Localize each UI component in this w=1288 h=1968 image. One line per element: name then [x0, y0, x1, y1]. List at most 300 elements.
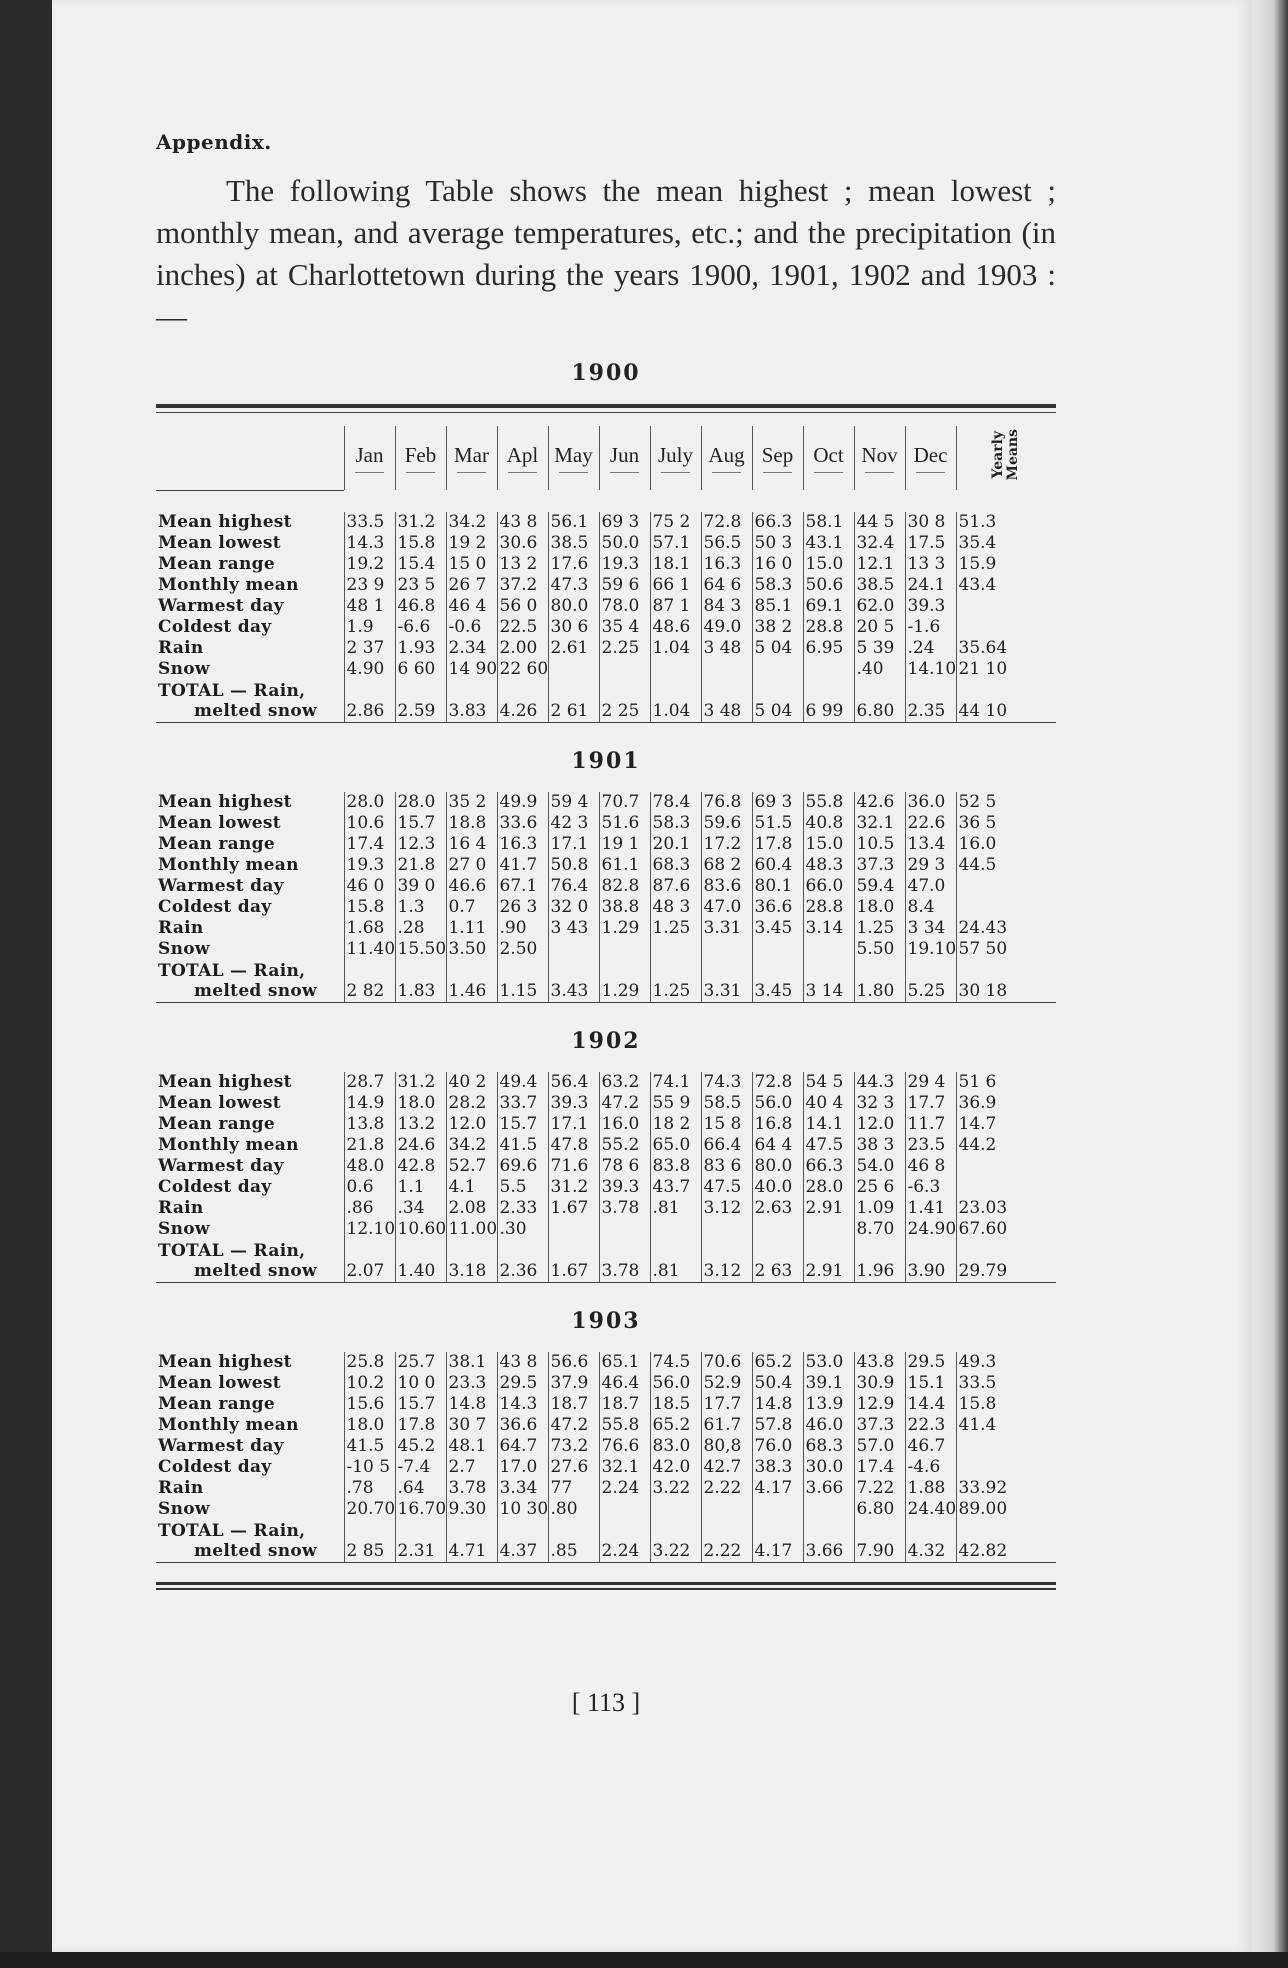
cell-value: 14.4	[905, 1394, 956, 1415]
total-value: 5 04	[752, 680, 803, 723]
cell-value: 2.61	[548, 638, 599, 659]
cell-value: 36.6	[752, 897, 803, 918]
table-row	[156, 638, 1056, 659]
cell-value: 2 37	[344, 638, 395, 659]
cell-value: 56.0	[650, 1373, 701, 1394]
cell-value: 31.2	[548, 1177, 599, 1198]
total-value: 6.80	[854, 680, 905, 723]
cell-value: 18 2	[650, 1114, 701, 1135]
cell-value	[599, 939, 650, 960]
cell-value: 10 30	[497, 1499, 548, 1520]
cell-value: 3.78	[446, 1478, 497, 1499]
table-row	[156, 1352, 1056, 1373]
table-row	[156, 1436, 1056, 1457]
cell-value	[803, 939, 854, 960]
table-row	[156, 1072, 1056, 1093]
cell-value	[956, 596, 1056, 617]
cell-value: 20.1	[650, 834, 701, 855]
row-label: Rain	[158, 1198, 204, 1218]
total-value: 1.46	[446, 960, 497, 1003]
row-label: Warmest day	[158, 1156, 284, 1176]
row-label: Mean range	[158, 1394, 275, 1414]
cell-value: 2.22	[701, 1478, 752, 1499]
table-row	[156, 1135, 1056, 1156]
row-label: Mean range	[158, 834, 275, 854]
row-label: Coldest day	[158, 1457, 272, 1477]
cell-value: 1.09	[854, 1198, 905, 1219]
cell-value: 10.5	[854, 834, 905, 855]
cell-value: 73.2	[548, 1436, 599, 1457]
col-header: Mar	[446, 426, 497, 490]
total-value: 2 85	[344, 1520, 395, 1563]
total-label-line: melted snow	[194, 981, 317, 1001]
cell-value: 38.5	[548, 533, 599, 554]
total-value: 3.90	[905, 1240, 956, 1283]
cell-value: 27 0	[446, 855, 497, 876]
total-value: 1.40	[395, 1240, 446, 1283]
table-row	[156, 575, 1056, 596]
cell-value: 31.2	[395, 512, 446, 533]
cell-value: 49.0	[701, 617, 752, 638]
table-row	[156, 554, 1056, 575]
cell-value: 43.8	[854, 1352, 905, 1373]
cell-value: 13.2	[395, 1114, 446, 1135]
row-label: Rain	[158, 918, 204, 938]
cell-value: 70.7	[599, 792, 650, 813]
cell-value: 17.4	[854, 1457, 905, 1478]
cell-value: 87 1	[650, 596, 701, 617]
cell-value: 51 6	[956, 1072, 1056, 1093]
cell-value: -6.3	[905, 1177, 956, 1198]
cell-value: 1.93	[395, 638, 446, 659]
cell-value: 32 3	[854, 1093, 905, 1114]
total-value: 4.32	[905, 1520, 956, 1563]
cell-value: 5 04	[752, 638, 803, 659]
cell-value: 12.0	[854, 1114, 905, 1135]
cell-value	[599, 1219, 650, 1240]
total-value: 30 18	[956, 960, 1056, 1003]
cell-value: 46.0	[803, 1415, 854, 1436]
total-value: 2 61	[548, 680, 599, 723]
cell-value: 2.00	[497, 638, 548, 659]
cell-value	[701, 659, 752, 680]
total-value: 2.22	[701, 1520, 752, 1563]
cell-value: 3.14	[803, 918, 854, 939]
cell-value: -7.4	[395, 1457, 446, 1478]
cell-value: 58.1	[803, 512, 854, 533]
cell-value: 2.24	[599, 1478, 650, 1499]
cell-value: -6.6	[395, 617, 446, 638]
cell-value: 68.3	[803, 1436, 854, 1457]
cell-value: 21.8	[395, 855, 446, 876]
cell-value: 39.1	[803, 1373, 854, 1394]
cell-value: -4.6	[905, 1457, 956, 1478]
cell-value: 36.9	[956, 1093, 1056, 1114]
row-label: Mean highest	[158, 1352, 292, 1372]
col-header: Sep	[752, 426, 803, 490]
cell-value: 18.0	[395, 1093, 446, 1114]
cell-value: .34	[395, 1198, 446, 1219]
cell-value: 36 5	[956, 813, 1056, 834]
total-value: 4.26	[497, 680, 548, 723]
cell-value: 18.7	[548, 1394, 599, 1415]
cell-value: 28.0	[344, 792, 395, 813]
cell-value: 52 5	[956, 792, 1056, 813]
cell-value: 23 9	[344, 575, 395, 596]
total-value: 2.24	[599, 1520, 650, 1563]
row-label: Monthly mean	[158, 1135, 299, 1155]
cell-value	[701, 1499, 752, 1520]
cell-value: 17.8	[752, 834, 803, 855]
cell-value: 27.6	[548, 1457, 599, 1478]
total-value: 4.37	[497, 1520, 548, 1563]
cell-value: 69 3	[752, 792, 803, 813]
row-label: Mean highest	[158, 512, 292, 532]
cell-value: 61.7	[701, 1415, 752, 1436]
table-bottom-rule	[156, 1582, 1056, 1585]
cell-value: 11.40	[344, 939, 395, 960]
cell-value: 2.34	[446, 638, 497, 659]
total-value: 3 14	[803, 960, 854, 1003]
cell-value: 38 3	[854, 1135, 905, 1156]
cell-value: 47.3	[548, 575, 599, 596]
total-value: 3.78	[599, 1240, 650, 1283]
cell-value: 80,8	[701, 1436, 752, 1457]
cell-value: 15.6	[344, 1394, 395, 1415]
cell-value: 55 9	[650, 1093, 701, 1114]
cell-value: 35.4	[956, 533, 1056, 554]
cell-value: 49.4	[497, 1072, 548, 1093]
total-value: 3.83	[446, 680, 497, 723]
total-value: 42.82	[956, 1520, 1056, 1563]
cell-value: 5.5	[497, 1177, 548, 1198]
cell-value: 3.50	[446, 939, 497, 960]
cell-value: 33.7	[497, 1093, 548, 1114]
total-value: 1.67	[548, 1240, 599, 1283]
cell-value: 41.4	[956, 1415, 1056, 1436]
cell-value: 76.4	[548, 876, 599, 897]
col-header: Oct	[803, 426, 854, 490]
cell-value: 14.10	[905, 659, 956, 680]
cell-value: 46 0	[344, 876, 395, 897]
cell-value	[956, 1457, 1056, 1478]
cell-value: 14.7	[956, 1114, 1056, 1135]
row-label: Mean highest	[158, 1072, 292, 1092]
cell-value: 14.8	[752, 1394, 803, 1415]
cell-value: 23.5	[905, 1135, 956, 1156]
total-label-line: melted snow	[194, 701, 317, 721]
row-label: Coldest day	[158, 1177, 272, 1197]
cell-value: 69.6	[497, 1156, 548, 1177]
row-label: Snow	[158, 1219, 210, 1239]
cell-value: 74.5	[650, 1352, 701, 1373]
total-value: 1.15	[497, 960, 548, 1003]
cell-value	[599, 1499, 650, 1520]
total-value: 44 10	[956, 680, 1056, 723]
cell-value: 78.4	[650, 792, 701, 813]
cell-value: .30	[497, 1219, 548, 1240]
total-value: 5.25	[905, 960, 956, 1003]
cell-value: 38 2	[752, 617, 803, 638]
cell-value: 16 4	[446, 834, 497, 855]
table-row	[156, 596, 1056, 617]
cell-value: 36.0	[905, 792, 956, 813]
table-row	[156, 1373, 1056, 1394]
total-value: 2.31	[395, 1520, 446, 1563]
cell-value: 36.6	[497, 1415, 548, 1436]
cell-value: 76.0	[752, 1436, 803, 1457]
cell-value: 87.6	[650, 876, 701, 897]
total-value: 4.17	[752, 1520, 803, 1563]
cell-value: 47.2	[548, 1415, 599, 1436]
cell-value: 5.50	[854, 939, 905, 960]
cell-value: 22.5	[497, 617, 548, 638]
cell-value: 25.8	[344, 1352, 395, 1373]
total-value: 3.18	[446, 1240, 497, 1283]
table-top-rule	[156, 404, 1056, 408]
cell-value: 11.00	[446, 1219, 497, 1240]
row-label: Mean highest	[158, 792, 292, 812]
total-value: 3 48	[701, 680, 752, 723]
cell-value: 1.25	[854, 918, 905, 939]
cell-value: 41.7	[497, 855, 548, 876]
total-label-line: TOTAL — Rain,	[158, 961, 306, 981]
cell-value: 44.3	[854, 1072, 905, 1093]
cell-value: 58.5	[701, 1093, 752, 1114]
page-edge	[1252, 0, 1288, 1968]
total-value: 3.66	[803, 1520, 854, 1563]
row-label: Warmest day	[158, 1436, 284, 1456]
cell-value: 48.0	[344, 1156, 395, 1177]
cell-value: 16.0	[956, 834, 1056, 855]
cell-value: 59.6	[701, 813, 752, 834]
table-row	[156, 813, 1056, 834]
cell-value: 66 1	[650, 575, 701, 596]
cell-value: 22 60	[497, 659, 548, 680]
cell-value: 59 4	[548, 792, 599, 813]
cell-value: 15.8	[344, 897, 395, 918]
cell-value: 3.34	[497, 1478, 548, 1499]
total-row	[156, 1520, 1056, 1563]
cell-value: 16.70	[395, 1499, 446, 1520]
cell-value: 24.6	[395, 1135, 446, 1156]
cell-value: 40.8	[803, 813, 854, 834]
cell-value: 58.3	[752, 575, 803, 596]
cell-value: 15 0	[446, 554, 497, 575]
cell-value: 15.8	[395, 533, 446, 554]
cell-value: 20 5	[854, 617, 905, 638]
cell-value: 40 4	[803, 1093, 854, 1114]
cell-value: 6.80	[854, 1499, 905, 1520]
row-label: Mean lowest	[158, 813, 281, 833]
cell-value: 64 4	[752, 1135, 803, 1156]
cell-value: 30 7	[446, 1415, 497, 1436]
cell-value: 43.7	[650, 1177, 701, 1198]
cell-value: 18.1	[650, 554, 701, 575]
cell-value: 10.60	[395, 1219, 446, 1240]
cell-value: 30.9	[854, 1373, 905, 1394]
cell-value	[650, 1499, 701, 1520]
table-bottom-rule-2	[156, 1588, 1056, 1590]
cell-value: 16.0	[599, 1114, 650, 1135]
cell-value: 3 48	[701, 638, 752, 659]
cell-value: 34.2	[446, 512, 497, 533]
year-title-1903: 1903	[571, 1308, 641, 1334]
col-header: May	[548, 426, 599, 490]
cell-value: 17.0	[497, 1457, 548, 1478]
cell-value: 15.7	[395, 813, 446, 834]
cell-value: 33.5	[956, 1373, 1056, 1394]
cell-value: 52.7	[446, 1156, 497, 1177]
table-row	[156, 1415, 1056, 1436]
cell-value: 15.7	[497, 1114, 548, 1135]
total-value: 1.25	[650, 960, 701, 1003]
col-header: July	[650, 426, 701, 490]
cell-value	[650, 939, 701, 960]
cell-value: .86	[344, 1198, 395, 1219]
cell-value: 39.3	[548, 1093, 599, 1114]
cell-value: 24.43	[956, 918, 1056, 939]
row-label: Coldest day	[158, 617, 272, 637]
cell-value	[650, 1219, 701, 1240]
cell-value: 83.0	[650, 1436, 701, 1457]
cell-value: 19.2	[344, 554, 395, 575]
cell-value: 67.60	[956, 1219, 1056, 1240]
cell-value: 48.3	[803, 855, 854, 876]
cell-value: 24.40	[905, 1499, 956, 1520]
cell-value: -0.6	[446, 617, 497, 638]
cell-value: 1.11	[446, 918, 497, 939]
col-header: Jan	[344, 426, 395, 490]
row-label: Rain	[158, 1478, 204, 1498]
cell-value: 74.1	[650, 1072, 701, 1093]
cell-value: 62.0	[854, 596, 905, 617]
cell-value: 75 2	[650, 512, 701, 533]
cell-value: 51.6	[599, 813, 650, 834]
cell-value: 43 8	[497, 512, 548, 533]
table-row	[156, 1394, 1056, 1415]
cell-value: 80.0	[752, 1156, 803, 1177]
cell-value	[548, 1219, 599, 1240]
cell-value	[956, 1177, 1056, 1198]
cell-value: 19.3	[599, 554, 650, 575]
row-label: Warmest day	[158, 596, 284, 616]
cell-value: 15.1	[905, 1373, 956, 1394]
total-label	[156, 1520, 344, 1563]
cell-value: 41.5	[497, 1135, 548, 1156]
cell-value: 15.0	[803, 834, 854, 855]
cell-value: 28.2	[446, 1093, 497, 1114]
cell-value: 66.0	[803, 876, 854, 897]
cell-value: 2.63	[752, 1198, 803, 1219]
total-value: 1.96	[854, 1240, 905, 1283]
cell-value: 25 6	[854, 1177, 905, 1198]
cell-value: 42.8	[395, 1156, 446, 1177]
cell-value: 23.3	[446, 1373, 497, 1394]
cell-value: 70.6	[701, 1352, 752, 1373]
cell-value: 39.3	[905, 596, 956, 617]
cell-value: 78 6	[599, 1156, 650, 1177]
total-value: 2.59	[395, 680, 446, 723]
cell-value: 4.90	[344, 659, 395, 680]
total-value: 7.90	[854, 1520, 905, 1563]
cell-value: 59 6	[599, 575, 650, 596]
cell-value: 2.08	[446, 1198, 497, 1219]
total-value: .81	[650, 1240, 701, 1283]
cell-value	[956, 1436, 1056, 1457]
cell-value: 47.2	[599, 1093, 650, 1114]
row-label: Warmest day	[158, 876, 284, 896]
cell-value: 84 3	[701, 596, 752, 617]
cell-value: 15.9	[956, 554, 1056, 575]
cell-value: 76.8	[701, 792, 752, 813]
cell-value: 53.0	[803, 1352, 854, 1373]
cell-value	[752, 1219, 803, 1240]
cell-value: 17.4	[344, 834, 395, 855]
cell-value: 6.95	[803, 638, 854, 659]
cell-value: 4.17	[752, 1478, 803, 1499]
row-label: Snow	[158, 659, 210, 679]
col-header: Apl	[497, 426, 548, 490]
cell-value: 46.4	[599, 1373, 650, 1394]
table-row	[156, 876, 1056, 897]
total-value: .85	[548, 1520, 599, 1563]
cell-value: 19.3	[344, 855, 395, 876]
cell-value: 1.04	[650, 638, 701, 659]
cell-value: 17.7	[701, 1394, 752, 1415]
cell-value: 46.7	[905, 1436, 956, 1457]
cell-value: 19 2	[446, 533, 497, 554]
cell-value: 23.03	[956, 1198, 1056, 1219]
total-value: 6 99	[803, 680, 854, 723]
table-row	[156, 617, 1056, 638]
table-row	[156, 939, 1056, 960]
cell-value: 35.64	[956, 638, 1056, 659]
cell-value: 30 6	[548, 617, 599, 638]
cell-value: 25.7	[395, 1352, 446, 1373]
cell-value: 33.92	[956, 1478, 1056, 1499]
cell-value: 3.12	[701, 1198, 752, 1219]
total-label-line: melted snow	[194, 1541, 317, 1561]
cell-value: 58.3	[650, 813, 701, 834]
cell-value: 1.67	[548, 1198, 599, 1219]
cell-value: 2.91	[803, 1198, 854, 1219]
table-row	[156, 1093, 1056, 1114]
cell-value: 56.6	[548, 1352, 599, 1373]
cell-value: 56.5	[701, 533, 752, 554]
cell-value: 66.4	[701, 1135, 752, 1156]
cell-value: 17.1	[548, 834, 599, 855]
cell-value: 39.3	[599, 1177, 650, 1198]
cell-value: 47.5	[803, 1135, 854, 1156]
cell-value: 31.2	[395, 1072, 446, 1093]
cell-value: 12.0	[446, 1114, 497, 1135]
cell-value: 48 3	[650, 897, 701, 918]
cell-value: 15.7	[395, 1394, 446, 1415]
cell-value: 47.0	[905, 876, 956, 897]
cell-value: 74.3	[701, 1072, 752, 1093]
cell-value: 12.1	[854, 554, 905, 575]
cell-value: 43.1	[803, 533, 854, 554]
year-title-1900: 1900	[571, 360, 641, 386]
cell-value: 30 8	[905, 512, 956, 533]
cell-value: 15 8	[701, 1114, 752, 1135]
total-value: 29.79	[956, 1240, 1056, 1283]
col-header: Aug	[701, 426, 752, 490]
table-row	[156, 834, 1056, 855]
col-header: Feb	[395, 426, 446, 490]
cell-value: 83.6	[701, 876, 752, 897]
